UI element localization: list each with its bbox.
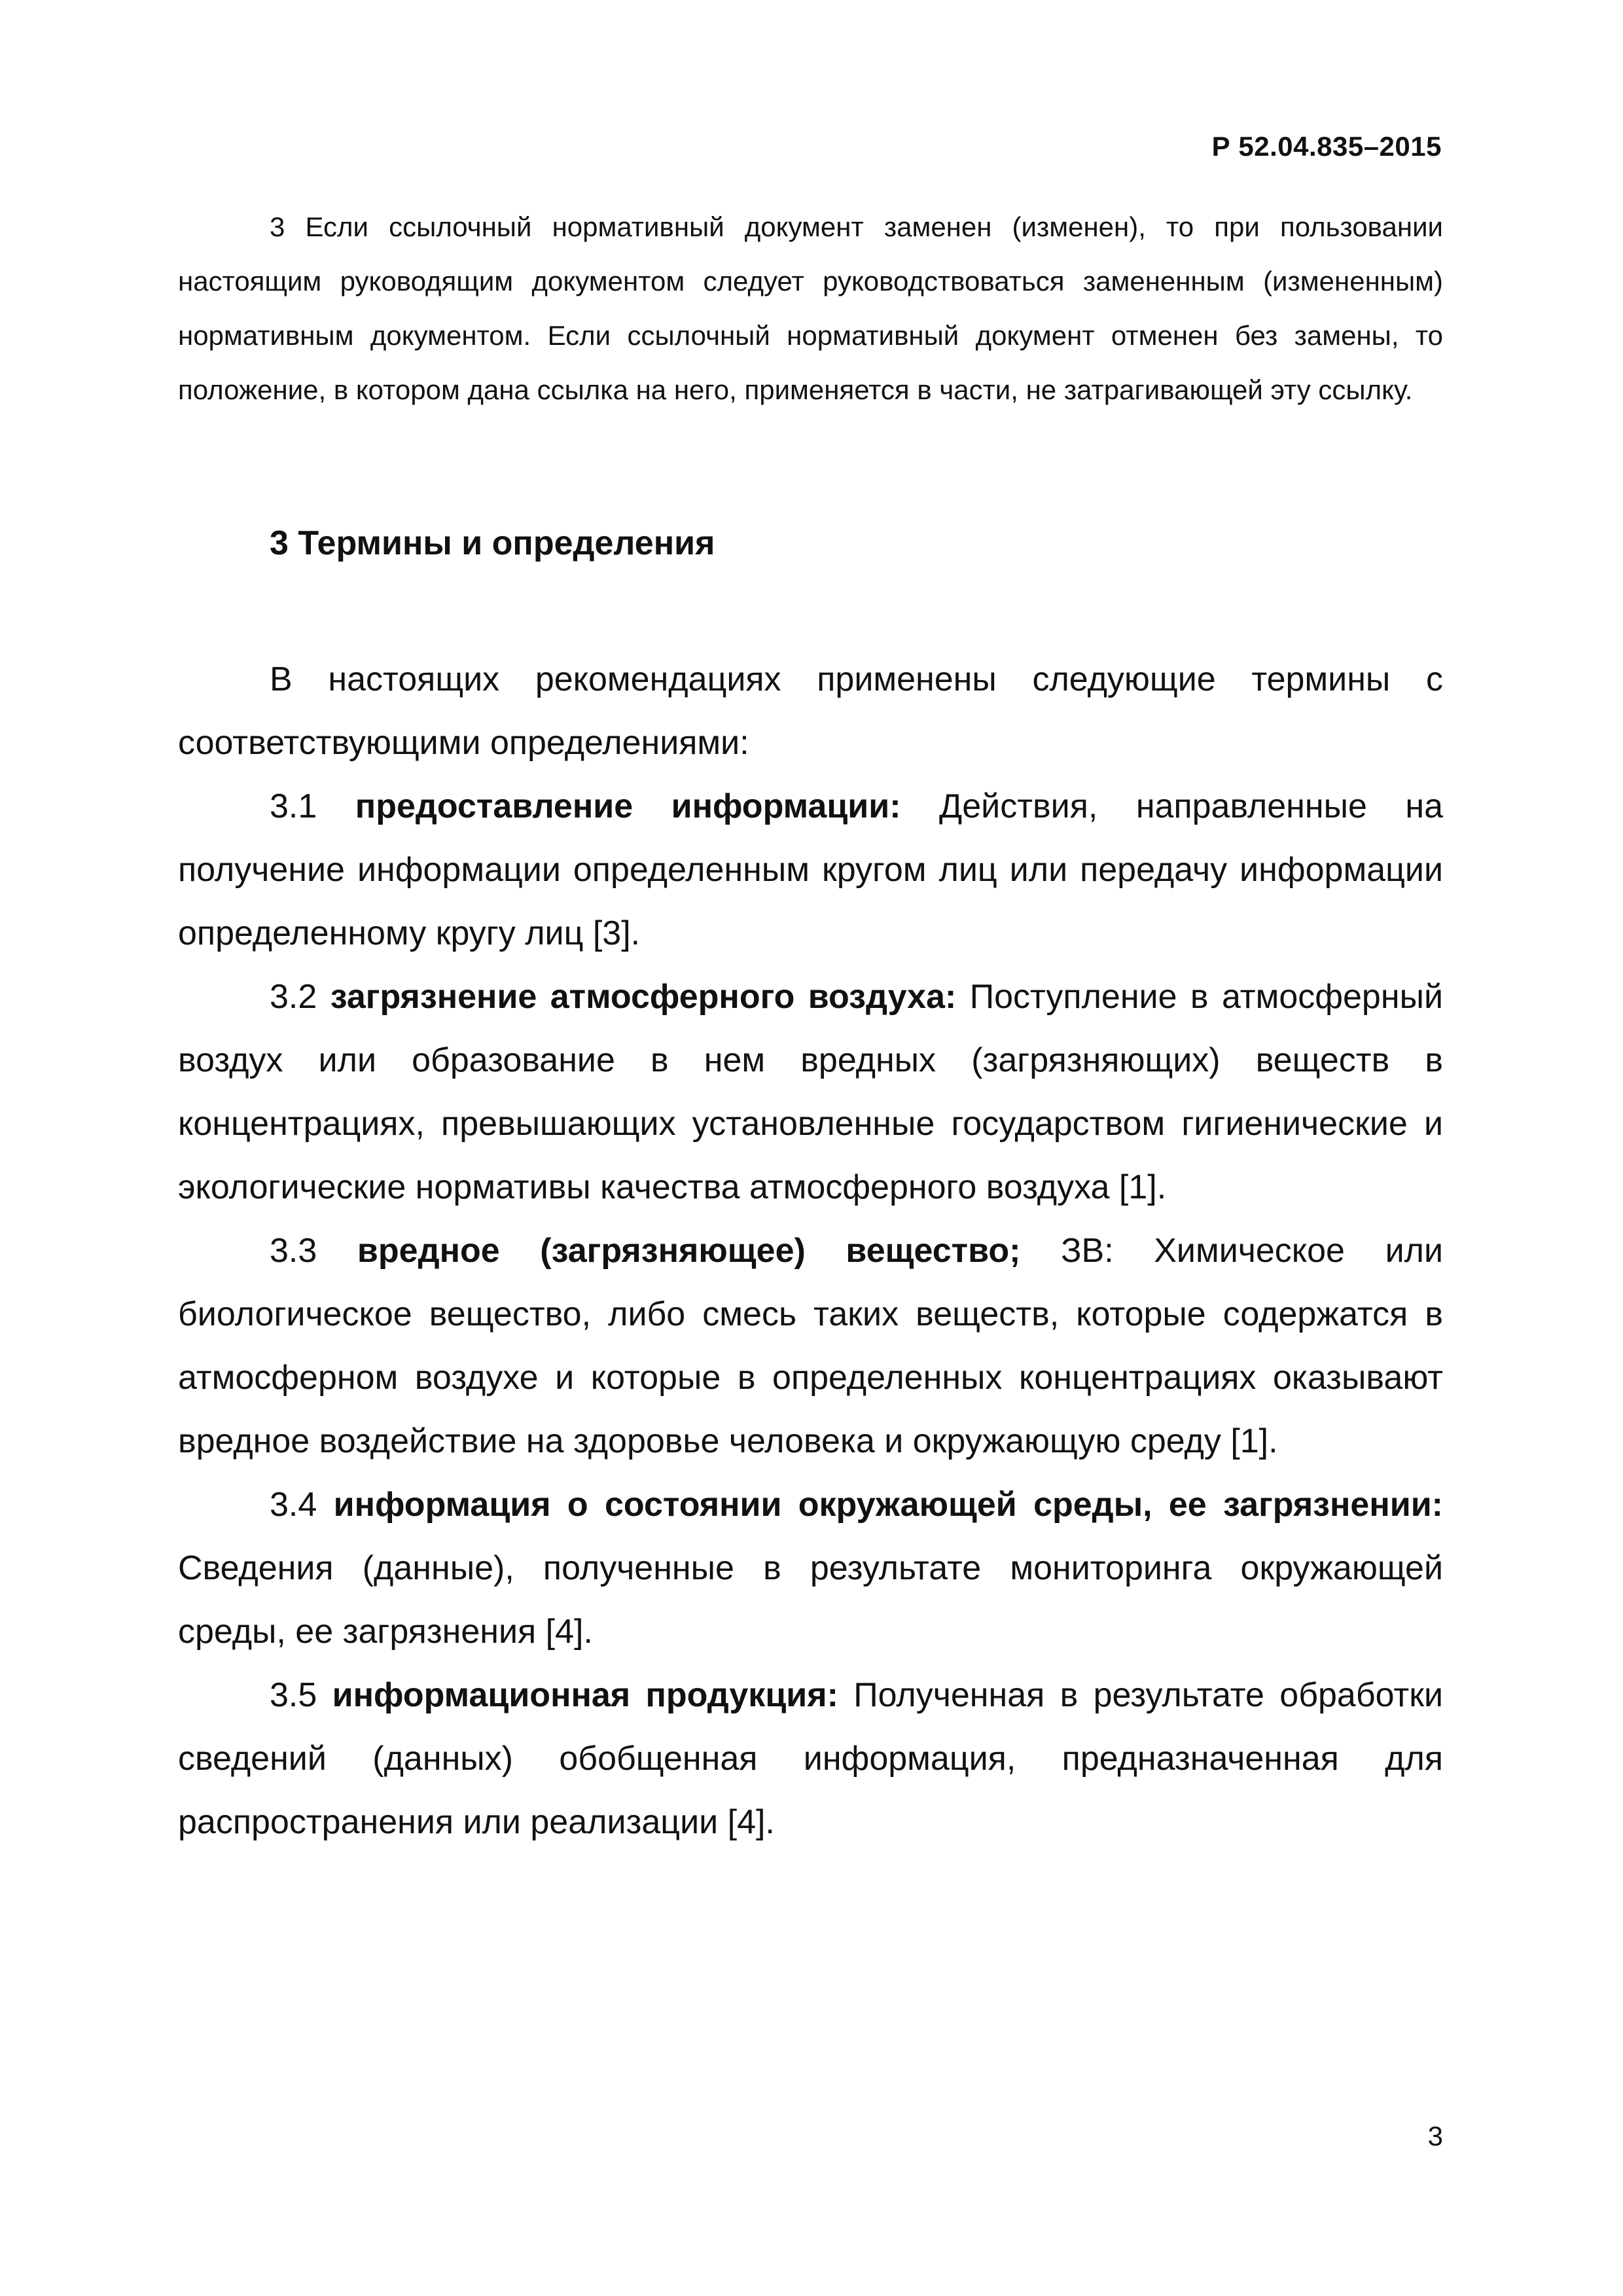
term-name: информационная продукция: <box>332 1676 838 1714</box>
term-entry <box>178 1664 1443 1854</box>
term-definition: Поступление в атмосферный воздух или образование в нем вредных (загрязняющих) веществ в концентрациях, превышающих установленные государством гигиенические и экологические нормативы качества атмосферного воздуха [1]. <box>178 978 1443 1206</box>
term-definition: Полученная в результате обработки сведений (данных) обобщенная информация, предназначенная для распространения или реализации [4]. <box>178 1676 1443 1841</box>
term-entry <box>178 1473 1443 1664</box>
term-number: 3.5 <box>270 1676 317 1714</box>
term-name: вредное (загрязняющее) вещество; <box>357 1232 1021 1270</box>
term-entry <box>178 965 1443 1219</box>
term-number: 3.3 <box>270 1232 317 1270</box>
document-code: Р 52.04.835–2015 <box>1211 131 1442 162</box>
term-name: предоставление информации: <box>355 787 901 825</box>
term-entry <box>178 1219 1443 1473</box>
term-definition: Сведения (данные), полученные в результате мониторинга окружающей среды, ее загрязнения [4]. <box>178 1549 1443 1651</box>
term-number: 3.1 <box>270 787 317 825</box>
term-number: 3.4 <box>270 1486 317 1524</box>
term-entry <box>178 775 1443 965</box>
term-name: загрязнение атмосферного воздуха: <box>330 978 957 1016</box>
section-title: 3 Термины и определения <box>270 524 715 562</box>
page-number: 3 <box>1427 2121 1443 2151</box>
term-definition: ЗВ: Химическое или биологическое вещество, либо смесь таких веществ, которые содержатся в атмосферном воздухе и которые в определенных концентрациях оказывают вредное воздействие на здоровье человека и окружающую среду [1]. <box>178 1232 1444 1460</box>
section-intro: В настоящих рекомендациях применены следующие термины с соответствующими определениями: <box>178 660 1443 762</box>
term-definition: Действия, направленные на получение информации определенным кругом лиц или передачу информации определенному кругу лиц [3]. <box>178 787 1443 952</box>
section-body <box>178 648 1443 1854</box>
term-number: 3.2 <box>270 978 317 1016</box>
reference-note: 3 Если ссылочный нормативный документ заменен (изменен), то при пользовании настоящим руководящим документом следует руководствоваться замененным (измененным) нормативным документом. Если ссылочный нормативный документ отменен без замены, то положение, в котором дана ссылка на него, применяется в части, не затрагивающей эту ссылку. <box>178 211 1443 405</box>
term-name: информация о состоянии окружающей среды, ее загрязнении: <box>333 1486 1443 1524</box>
